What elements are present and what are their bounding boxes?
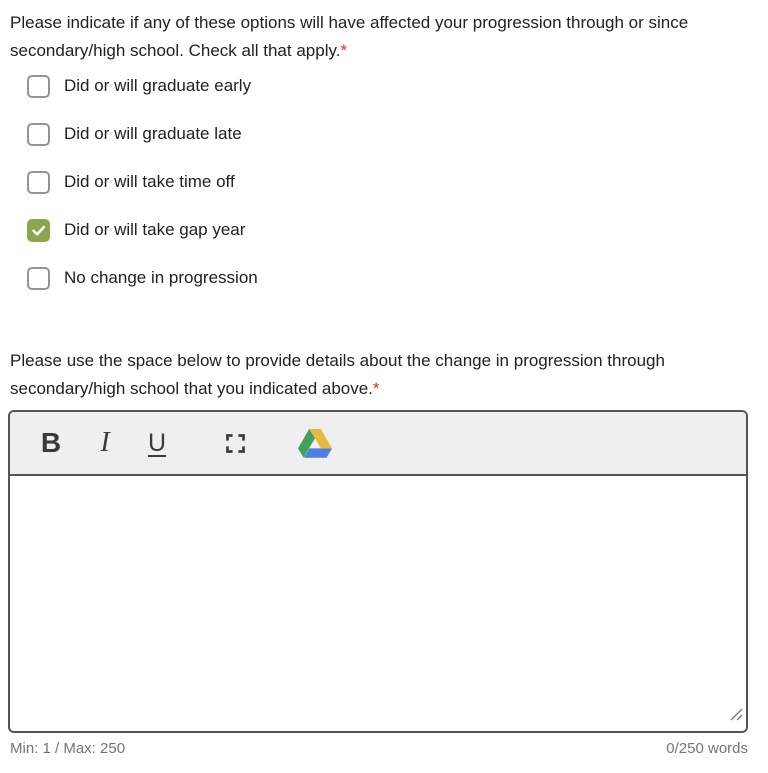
question-text: Please use the space below to provide details about the change in progression through secondary/high school that you indicated above. <box>10 351 665 398</box>
checkbox[interactable] <box>27 75 50 98</box>
option-graduate-early[interactable] <box>27 74 758 98</box>
checkbox-label[interactable]: No change in progression <box>64 268 258 287</box>
question-details <box>8 347 752 403</box>
italic-button[interactable]: I <box>88 421 122 465</box>
min-max-label: Min: 1 / Max: 250 <box>10 740 126 757</box>
required-asterisk: * <box>372 379 380 398</box>
google-drive-icon <box>298 428 332 458</box>
google-drive-button[interactable] <box>298 421 332 465</box>
bold-button[interactable]: B <box>34 421 68 465</box>
checkbox-label[interactable]: Did or will take time off <box>64 172 235 191</box>
word-count-label: 0/250 words <box>666 740 748 757</box>
underline-button[interactable]: U <box>140 421 174 465</box>
option-take-time-off[interactable] <box>27 170 758 194</box>
checkbox-label[interactable]: Did or will graduate early <box>64 76 252 95</box>
option-take-gap-year[interactable] <box>27 218 758 242</box>
required-asterisk: * <box>340 41 348 60</box>
checkbox[interactable] <box>27 219 50 242</box>
checkbox-group <box>8 74 758 290</box>
editor-toolbar <box>10 412 746 476</box>
fullscreen-button[interactable] <box>218 421 252 465</box>
checkbox[interactable] <box>27 171 50 194</box>
checkbox-label[interactable]: Did or will take gap year <box>64 220 246 239</box>
checkbox[interactable] <box>27 267 50 290</box>
option-no-change[interactable] <box>27 266 758 290</box>
checkbox[interactable] <box>27 123 50 146</box>
checkbox-label[interactable]: Did or will graduate late <box>64 124 242 143</box>
editor-text-area[interactable] <box>10 476 746 731</box>
fullscreen-icon <box>223 431 248 456</box>
option-graduate-late[interactable] <box>27 122 758 146</box>
question-progression <box>8 9 696 65</box>
resize-handle[interactable] <box>730 708 743 726</box>
question-text: Please indicate if any of these options will have affected your progression through or since secondary/high school. Check all that apply. <box>10 13 689 60</box>
editor-footer <box>8 740 748 757</box>
checkmark-icon <box>30 222 47 239</box>
rich-text-editor <box>8 410 748 733</box>
